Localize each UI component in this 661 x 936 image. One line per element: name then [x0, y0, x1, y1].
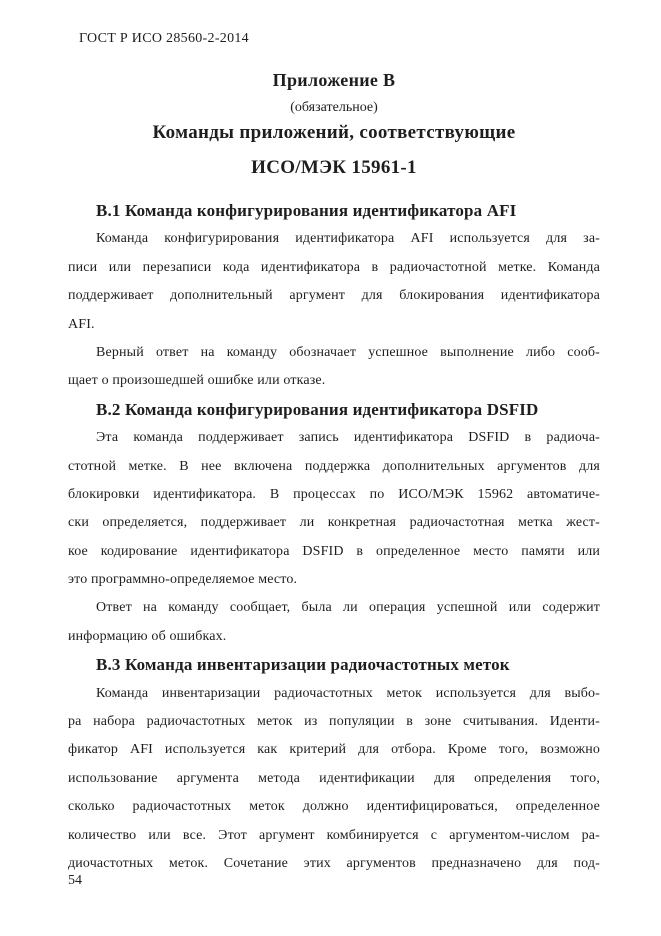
text-line: информацию об ошибках. [68, 628, 227, 644]
document-section [68, 396, 600, 652]
document-body [68, 197, 600, 878]
document-header: ГОСТ Р ИСО 28560-2-2014 [79, 31, 249, 46]
document-section [68, 651, 600, 878]
text-line: Эта команда поддерживает запись идентификатора DSFID в радиоча- [96, 430, 600, 446]
text-line: ски определяется, поддерживает ли конкретная радиочастотная метка жест- [68, 515, 600, 531]
text-line: Команда конфигурирования идентификатора AFI используется для за- [96, 231, 600, 247]
text-line: сколько радиочастотных меток должно идентифицироваться, определенное [68, 799, 600, 815]
text-line: кое кодирование идентификатора DSFID в определенное место памяти или [68, 543, 600, 559]
paragraph [68, 225, 600, 339]
appendix-title-line1: Команды приложений, соответствующие [152, 122, 516, 143]
text-line: AFI. [68, 316, 95, 332]
paragraph [68, 339, 600, 396]
text-line: писи или перезаписи кода идентификатора в радиочастотной метке. Команда [68, 259, 600, 275]
text-line: фикатор AFI используется как критерий для отбора. Кроме того, возможно [68, 742, 600, 758]
page-number: 54 [68, 873, 82, 888]
text-line: Верный ответ на команду обозначает успешное выполнение либо сооб- [96, 344, 600, 360]
text-line: блокировки идентификатора. В процессах по ИСО/МЭК 15962 автоматиче- [68, 486, 600, 502]
appendix-title-line2: ИСО/МЭК 15961-1 [251, 157, 417, 178]
text-line: щает о произошедшей ошибке или отказе. [68, 373, 326, 389]
text-line: это программно-определяемое место. [68, 572, 298, 588]
paragraph [68, 680, 600, 879]
section-heading: В.2 Команда конфигурирования идентификатора DSFID [96, 399, 539, 419]
section-heading: В.1 Команда конфигурирования идентификатора AFI [96, 201, 517, 220]
section-heading: В.3 Команда инвентаризации радиочастотных меток [96, 655, 510, 675]
appendix-note: (обязательное) [290, 100, 378, 115]
text-line: стотной метке. В нее включена поддержка дополнительных аргументов для [68, 458, 600, 474]
text-line: количество или все. Этот аргумент комбинируется с аргументом-числом ра- [68, 827, 600, 843]
document-section [68, 197, 600, 396]
text-line: использование аргумента метода идентификации для определения того, [68, 770, 600, 786]
paragraph [68, 594, 600, 651]
text-line: поддерживает дополнительный аргумент для блокирования идентификатора [68, 288, 600, 304]
appendix-label: Приложение В [272, 70, 396, 90]
text-line: диочастотных меток. Сочетание этих аргументов предназначено для под- [68, 855, 600, 871]
text-line: Ответ на команду сообщает, была ли операция успешной или содержит [96, 600, 600, 616]
paragraph [68, 424, 600, 594]
text-line: ра набора радиочастотных меток из популяции в зоне считывания. Иденти- [68, 714, 600, 730]
text-line: Команда инвентаризации радиочастотных меток используется для выбо- [96, 685, 600, 701]
